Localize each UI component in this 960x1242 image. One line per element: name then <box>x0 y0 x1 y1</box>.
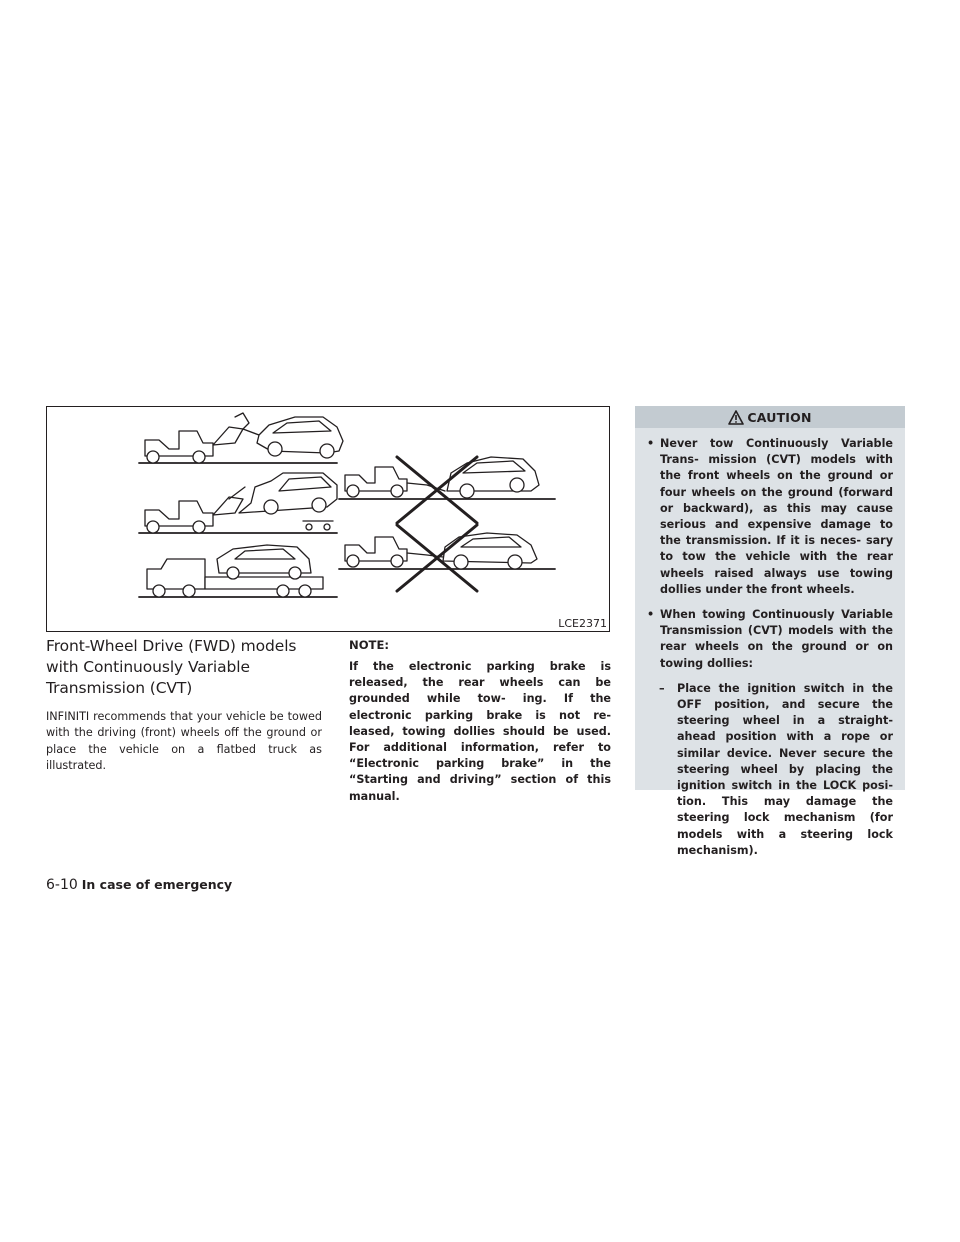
towing-diagram <box>47 407 610 632</box>
note-body: If the electronic parking brake is released, the rear wheels can be grounded while tow- ing. If the electronic parking brake is not re- leased, towing dollies should be used. For additional information, refer to “Electronic parking brake” in the “Starting and driving” section of this manual. <box>349 660 611 803</box>
caution-item <box>645 607 893 672</box>
warning-triangle-icon <box>728 410 744 425</box>
note-title: NOTE: <box>349 638 390 652</box>
caution-sublist <box>635 681 905 859</box>
caution-title: CAUTION <box>747 409 812 425</box>
prohibited-four-wheels-on-ground <box>339 525 555 591</box>
figure-code: LCE2371 <box>558 617 607 630</box>
caution-item-text: Never tow Continuously Variable Trans- mission (CVT) models with the front wheels on the ground or four wheels on the ground (forward or backward), as this may cause serious and expensive damage to the transmission. If it is neces- sary to tow the vehicle with the rear wheels raised always use towing dollies under the front wheels. <box>660 437 893 596</box>
flatbed-truck <box>139 545 337 597</box>
tow-truck-wheel-lift-with-dollies <box>139 473 337 533</box>
page-footer <box>46 877 232 893</box>
section-title: Front-Wheel Drive (FWD) models with Continuously Variable Transmission (CVT) <box>46 637 297 697</box>
tow-truck-wheel-lift-front-raised <box>139 413 343 463</box>
caution-box <box>635 406 905 857</box>
caution-subitem <box>645 681 893 859</box>
caution-subitem-text: Place the ignition switch in the OFF position, and secure the steering wheel in a straight-ahead position with a rope or similar device. Never secure the steering wheel by placing the ignition switch in the LOCK posi- tion. This may damage the steering lock mechanism (for models with a steering lock mechanism). <box>677 681 893 857</box>
caution-header <box>635 406 905 428</box>
footer-section-name: In case of emergency <box>81 877 233 892</box>
bullet: • <box>647 437 655 450</box>
caution-item-text: When towing Continuously Variable Transmission (CVT) models with the rear wheels on the ground or on towing dollies: <box>660 608 893 670</box>
page-number: 6-10 <box>46 877 78 893</box>
prohibited-front-wheels-on-ground <box>339 457 555 523</box>
caution-list <box>635 428 905 672</box>
note-block <box>349 637 611 805</box>
towing-illustration <box>46 406 610 632</box>
bullet: • <box>647 608 655 622</box>
caution-item <box>645 436 893 598</box>
intro-paragraph: INFINITI recommends that your vehicle be towed with the driving (front) wheels off the ground or place the vehicle on a flatbed truck as illustrated. <box>46 710 322 773</box>
dash: – <box>659 681 665 695</box>
